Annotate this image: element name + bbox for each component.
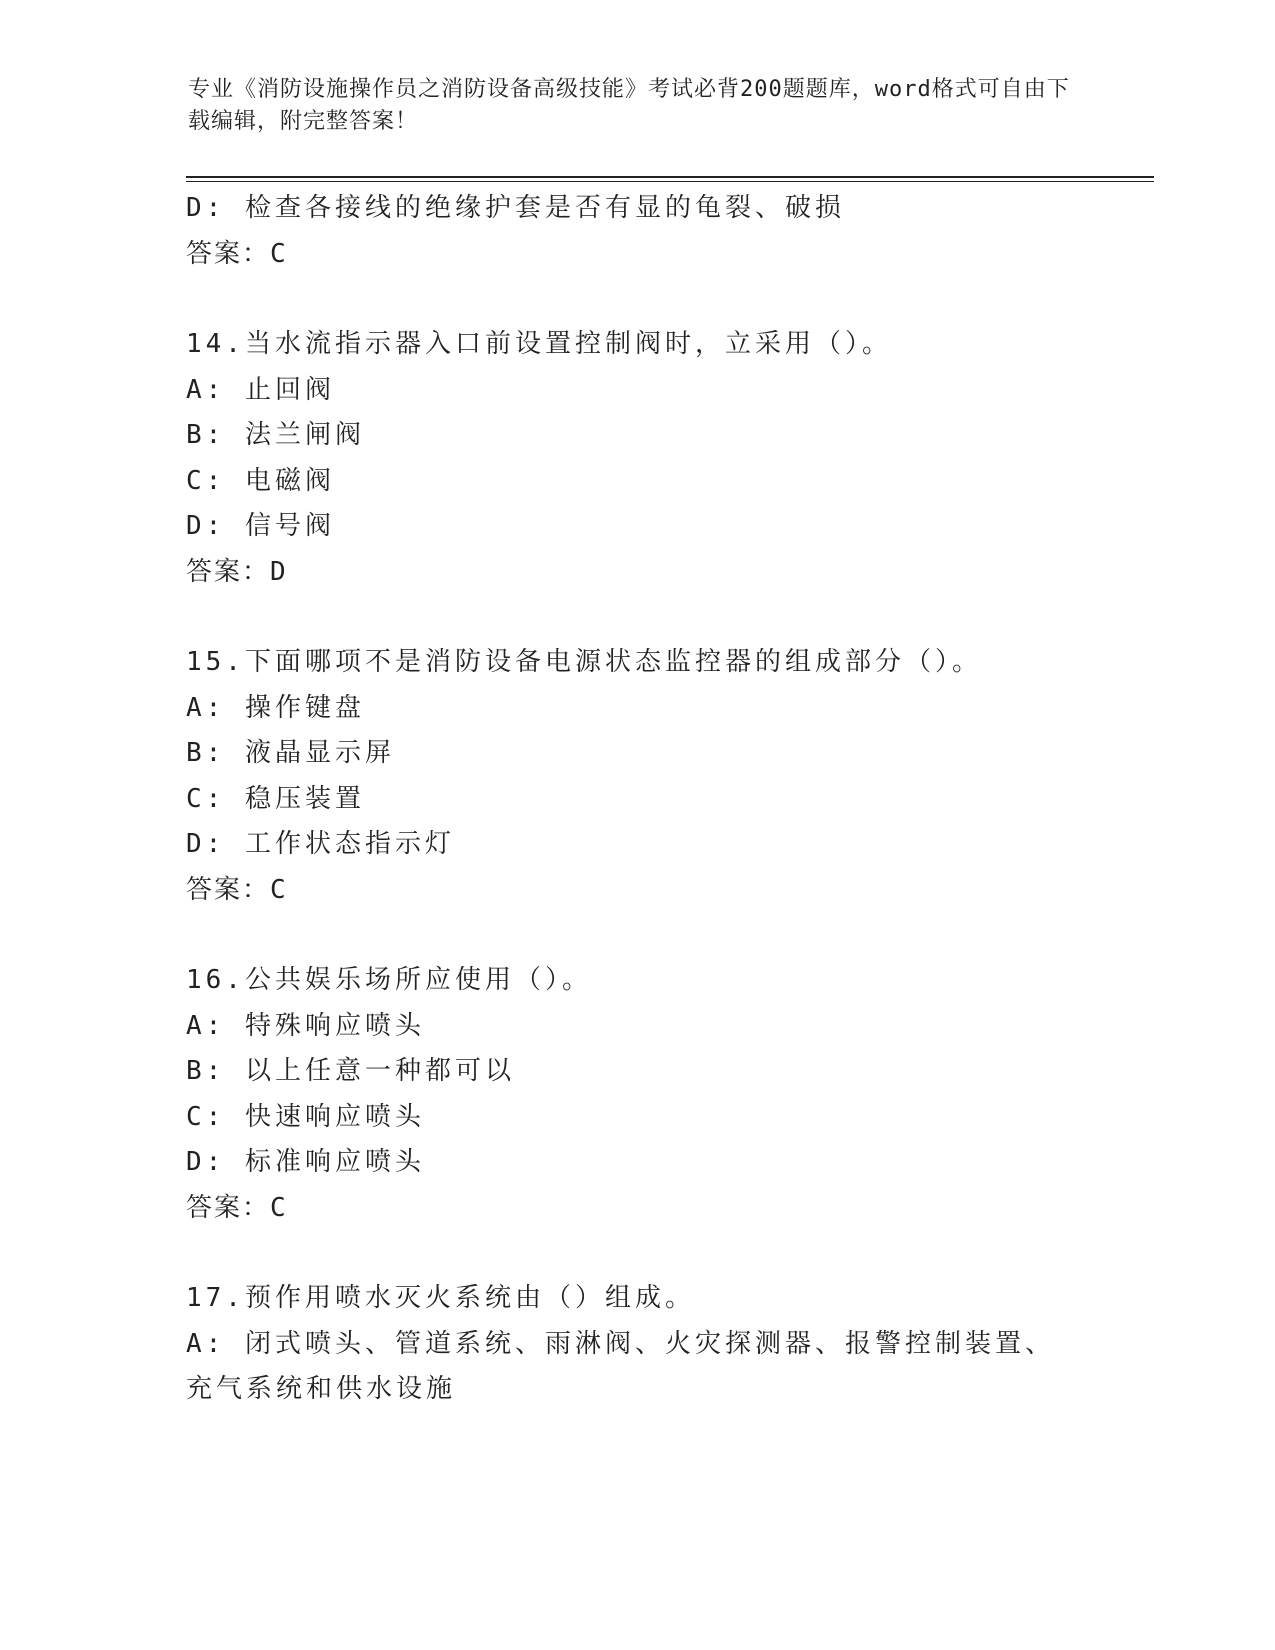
question-title: 15.下面哪项不是消防设备电源状态监控器的组成部分（）。 <box>186 647 982 677</box>
option-a: A: 操作键盘 <box>186 692 365 723</box>
option-c: C: 电磁阀 <box>186 465 335 496</box>
option-d: D: 信号阀 <box>186 511 335 541</box>
question-15 <box>186 640 1086 913</box>
option-c: C: 稳压装置 <box>186 783 365 814</box>
answer: 答案：D <box>186 556 288 587</box>
option-b: B: 液晶显示屏 <box>186 738 395 768</box>
question-14 <box>186 322 1086 595</box>
answer: 答案：C <box>186 874 288 905</box>
header-rule-thin <box>186 181 1154 182</box>
option-d: D: 标准响应喷头 <box>186 1147 425 1177</box>
option-d: D: 工作状态指示灯 <box>186 829 455 859</box>
option-b: B: 法兰闸阀 <box>186 420 365 450</box>
option-c: C: 快速响应喷头 <box>186 1101 425 1132</box>
option-a: A: 止回阀 <box>186 374 335 405</box>
answer-continued: 答案：C <box>186 238 288 269</box>
option-a: A: 闭式喷头、管道系统、雨淋阀、火灾探测器、报警控制装置、充气系统和供水设施 <box>186 1328 1055 1404</box>
question-title: 17.预作用喷水灭火系统由（）组成。 <box>186 1283 695 1313</box>
question-17 <box>186 1276 1086 1413</box>
question-16 <box>186 958 1086 1231</box>
document-body <box>186 186 1086 1413</box>
header-rule-thick <box>186 176 1154 178</box>
question-title: 16.公共娱乐场所应使用（）。 <box>186 965 592 995</box>
option-d-continued: D: 检查各接线的绝缘护套是否有显的龟裂、破损 <box>186 193 845 223</box>
option-a: A: 特殊响应喷头 <box>186 1010 425 1041</box>
answer: 答案：C <box>186 1192 288 1223</box>
question-title: 14.当水流指示器入口前设置控制阀时，立采用（）。 <box>186 329 892 359</box>
option-b: B: 以上任意一种都可以 <box>186 1056 515 1086</box>
document-header: 专业《消防设施操作员之消防设备高级技能》考试必背200题题库，word格式可自由下载编辑，附完整答案！ <box>188 77 1070 134</box>
